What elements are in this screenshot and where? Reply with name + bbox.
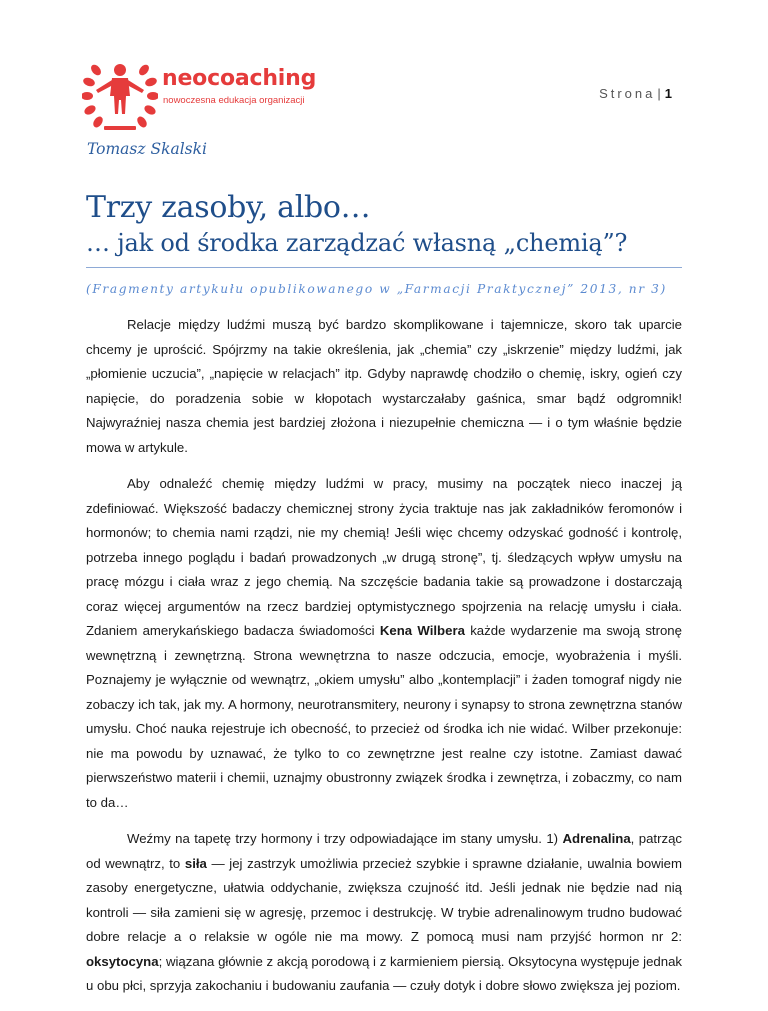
paragraph-3-text-d: ; wiązana głównie z akcją porodową i z karmieniem piersią. Oksytocyna występuje jednak u obu płci, sprzyja zakochaniu i budowaniu zaufania — czuły dotyk i dobre słowo zwiększa jej poziom. xyxy=(86,953,682,993)
paragraph-1: Relacje między ludźmi muszą być bardzo skomplikowane i tajemnicze, skoro tak uparcie chcemy je uprościć. Spójrzmy na takie określenia, jak „chemia” czy „iskrzenie” między ludźmi, jak „płomienie uczucia”, „napięcie w relacjach” itp. Gdyby naprawdę chodziło o chemię, iskry, ogień czy napięcie, do poradzenia sobie w kłopotach wystarczałaby gaśnica, smar bądź odgromnik! Najwyraźniej nasza chemia jest bardziej złożona i niezupełnie chemiczna — i o tym właśnie będzie mowa w artykule. xyxy=(86,317,682,455)
paragraph-3 xyxy=(86,827,682,999)
article-subtitle: … jak od środka zarządzać własną „chemią”? xyxy=(86,229,628,257)
author-name: Tomasz Skalski xyxy=(87,140,207,158)
paragraph-3-text-c: — jej zastrzyk umożliwia przecież szybkie i sprawne działanie, uwalnia bowiem zasoby energetyczne, ułatwia oddychanie, zwiększa czujność itd. Jeśli jednak nie będzie nad nią kontroli — siła zamieni się w agresję, przemoc i destrukcję. W trybie adrenalinowym trudno budować dobre relacje a o relaksie w ogóle nie ma mowy. Z pomocą musi nam przyjść hormon nr 2: xyxy=(86,855,682,944)
article-body xyxy=(86,313,682,1011)
page-label: Strona xyxy=(599,86,656,101)
page-separator: | xyxy=(657,86,661,101)
article-title: Trzy zasoby, albo… xyxy=(86,190,371,225)
paragraph-3-text-b: , patrząc od wewnątrz, to xyxy=(86,831,682,871)
term-adrenalina: Adrenalina xyxy=(562,831,631,846)
page-number-header xyxy=(599,86,672,101)
name-ken-wilber: Kena Wilbera xyxy=(379,623,465,638)
brand-name: neocoaching xyxy=(162,66,317,91)
source-note: (Fragmenty artykułu opublikowanego w „Farmacji Praktycznej” 2013, nr 3) xyxy=(86,282,667,296)
human-figure-logo-icon xyxy=(82,62,158,134)
page-number: 1 xyxy=(664,86,672,101)
paragraph-2 xyxy=(86,472,682,815)
brand-tagline: nowoczesna edukacja organizacji xyxy=(163,95,305,106)
title-divider xyxy=(86,267,682,268)
term-oksytocyna: oksytocyna xyxy=(86,953,159,969)
paragraph-2-text-a: Aby odnaleźć chemię między ludźmi w pracy, musimy na początek nieco inaczej ją zdefiniować. Większość badaczy chemicznej strony życia traktuje nas jak zakładników feromonów i hormonów; to chemia nami rządzi, nie my chemią! Jeśli więc chcemy odzyskać godność i kontrolę, potrzeba innego poglądu i badań prowadzonych „w drugą stronę”, tj. śledzących wpływ umysłu na pracę mózgu i ciała wraz z jego chemią. Na szczęście badania takie są prowadzone i dostarczają coraz więcej argumentów na rzecz bardziej optymistycznego spojrzenia na relację umysłu i ciała. Zdaniem amerykańskiego badacza świadomości xyxy=(86,476,682,638)
term-sila: siła xyxy=(184,855,207,871)
neocoaching-logo xyxy=(82,62,322,132)
paragraph-2-text-b: każde wydarzenie ma swoją stronę wewnętrzną i zewnętrzną. Strona wewnętrzna to nasze odczucia, emocje, wyobrażenia i myśli. Poznajemy je wyłącznie od wewnątrz, „okiem umysłu” albo „kontemplacji” i żaden tomograf nigdy nie zobaczy ich tak, jak my. A hormony, neurotransmitery, neurony i synapsy to strona zewnętrzna stanów umysłu. Choć nauka rejestruje ich obecność, to przecież od środka ich nie widać. Wilber przekonuje: nie ma powodu by uznawać, że tylko to co zewnętrzne jest realne czy istotne. Zamiast dawać pierwszeństwo materii i chemii, uznajmy obustronny związek środka i zewnętrza, i zobaczmy, co nam to da… xyxy=(86,623,682,810)
paragraph-3-text-a: Weźmy na tapetę trzy hormony i trzy odpowiadające im stany umysłu. 1) xyxy=(127,831,563,846)
